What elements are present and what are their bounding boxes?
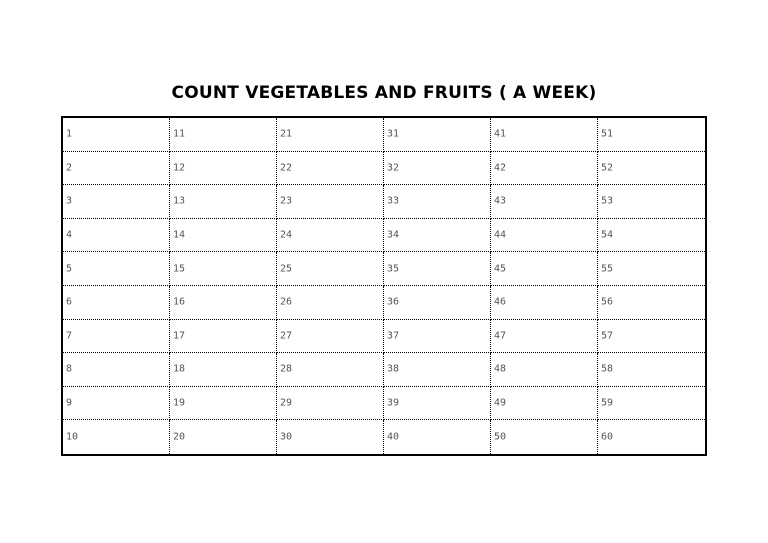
table-cell (598, 152, 705, 186)
cell-number: 25 (280, 263, 293, 275)
table-cell (384, 219, 491, 253)
cell-number: 52 (601, 162, 614, 174)
cell-number: 22 (280, 162, 293, 174)
table-cell (63, 320, 170, 354)
cell-number: 10 (66, 431, 79, 443)
cell-number: 5 (66, 263, 73, 275)
cell-number: 41 (494, 128, 507, 140)
table-cell (384, 320, 491, 354)
table-cell (491, 320, 598, 354)
cell-number: 35 (387, 263, 400, 275)
table-cell (491, 286, 598, 320)
cell-number: 44 (494, 229, 507, 241)
cell-number: 50 (494, 431, 507, 443)
table-cell (491, 118, 598, 152)
table-cell (598, 387, 705, 421)
cell-number: 59 (601, 397, 614, 409)
cell-number: 8 (66, 363, 73, 375)
table-cell (598, 420, 705, 454)
cell-number: 15 (173, 263, 186, 275)
table-cell (598, 353, 705, 387)
cell-number: 38 (387, 363, 400, 375)
table-cell (491, 219, 598, 253)
cell-number: 21 (280, 128, 293, 140)
table-cell (598, 320, 705, 354)
cell-number: 53 (601, 195, 614, 207)
table-cell (598, 185, 705, 219)
table-cell (63, 387, 170, 421)
table-cell (63, 420, 170, 454)
table-cell (170, 353, 277, 387)
table-cell (170, 286, 277, 320)
table-cell (277, 152, 384, 186)
cell-number: 17 (173, 330, 186, 342)
table-cell (170, 152, 277, 186)
cell-number: 60 (601, 431, 614, 443)
table-cell (598, 219, 705, 253)
cell-number: 24 (280, 229, 293, 241)
table-cell (491, 387, 598, 421)
cell-number: 3 (66, 195, 73, 207)
worksheet-title: COUNT VEGETABLES AND FRUITS ( A WEEK) (171, 83, 597, 103)
cell-number: 56 (601, 296, 614, 308)
table-cell (384, 118, 491, 152)
table-cell (63, 185, 170, 219)
table-cell (170, 320, 277, 354)
cell-number: 40 (387, 431, 400, 443)
table-cell (384, 387, 491, 421)
cell-number: 57 (601, 330, 614, 342)
table-cell (170, 219, 277, 253)
table-cell (63, 252, 170, 286)
table-cell (63, 286, 170, 320)
table-cell (598, 252, 705, 286)
cell-number: 51 (601, 128, 614, 140)
table-cell (598, 118, 705, 152)
table-cell (277, 420, 384, 454)
cell-number: 6 (66, 296, 73, 308)
cell-number: 48 (494, 363, 507, 375)
cell-number: 1 (66, 128, 73, 140)
table-cell (384, 286, 491, 320)
cell-number: 18 (173, 363, 186, 375)
cell-number: 43 (494, 195, 507, 207)
table-cell (277, 252, 384, 286)
table-cell (491, 252, 598, 286)
cell-number: 2 (66, 162, 73, 174)
cell-number: 42 (494, 162, 507, 174)
table-cell (384, 152, 491, 186)
cell-number: 33 (387, 195, 400, 207)
table-cell (170, 420, 277, 454)
cell-number: 54 (601, 229, 614, 241)
cell-number: 16 (173, 296, 186, 308)
cell-number: 31 (387, 128, 400, 140)
cell-number: 20 (173, 431, 186, 443)
table-cell (491, 420, 598, 454)
table-cell (63, 353, 170, 387)
table-cell (170, 387, 277, 421)
cell-number: 58 (601, 363, 614, 375)
cell-number: 37 (387, 330, 400, 342)
table-cell (170, 185, 277, 219)
table-cell (277, 219, 384, 253)
table-cell (384, 252, 491, 286)
table-cell (384, 185, 491, 219)
table-cell (598, 286, 705, 320)
cell-number: 9 (66, 397, 73, 409)
table-cell (277, 185, 384, 219)
cell-number: 14 (173, 229, 186, 241)
cell-number: 32 (387, 162, 400, 174)
table-cell (63, 152, 170, 186)
cell-number: 55 (601, 263, 614, 275)
table-cell (277, 320, 384, 354)
cell-number: 30 (280, 431, 293, 443)
table-cell (277, 353, 384, 387)
table-cell (277, 118, 384, 152)
cell-number: 49 (494, 397, 507, 409)
count-table (61, 116, 707, 456)
table-cell (63, 219, 170, 253)
cell-number: 28 (280, 363, 293, 375)
cell-number: 11 (173, 128, 186, 140)
cell-number: 27 (280, 330, 293, 342)
cell-number: 34 (387, 229, 400, 241)
cell-number: 47 (494, 330, 507, 342)
table-cell (491, 152, 598, 186)
table-cell (277, 387, 384, 421)
cell-number: 46 (494, 296, 507, 308)
cell-number: 29 (280, 397, 293, 409)
table-cell (491, 353, 598, 387)
table-cell (170, 118, 277, 152)
cell-number: 4 (66, 229, 73, 241)
cell-number: 23 (280, 195, 293, 207)
cell-number: 19 (173, 397, 186, 409)
table-cell (277, 286, 384, 320)
cell-number: 39 (387, 397, 400, 409)
cell-number: 12 (173, 162, 186, 174)
cell-number: 7 (66, 330, 73, 342)
cell-number: 26 (280, 296, 293, 308)
table-cell (63, 118, 170, 152)
table-cell (170, 252, 277, 286)
table-cell (384, 353, 491, 387)
cell-number: 45 (494, 263, 507, 275)
cell-number: 36 (387, 296, 400, 308)
table-cell (384, 420, 491, 454)
cell-number: 13 (173, 195, 186, 207)
table-cell (491, 185, 598, 219)
